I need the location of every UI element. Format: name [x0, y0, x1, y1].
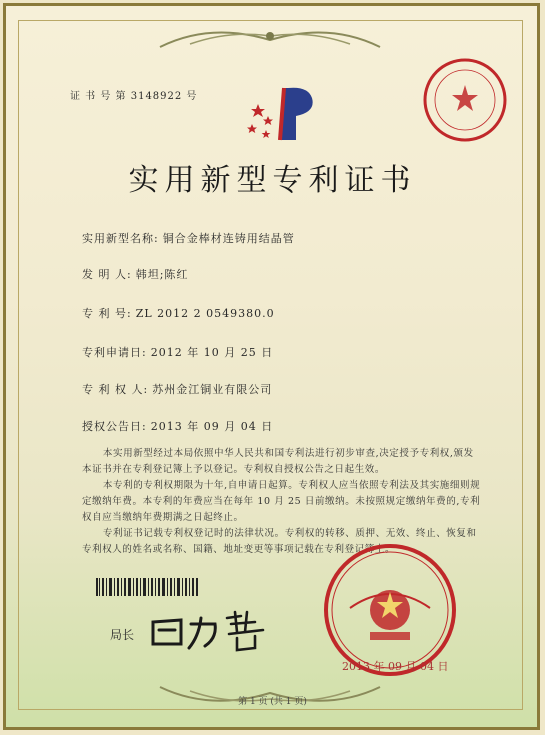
field-utility-name	[82, 230, 295, 246]
field-grant-date	[82, 418, 273, 434]
director-signature-icon	[145, 604, 275, 654]
certificate-title: 实用新型专利证书	[128, 163, 417, 198]
body-paragraph: 本实用新型经过本局依照中华人民共和国专利法进行初步审查,决定授予专利权,颁发本证书并在专利登记簿上予以登记。专利权自授权公告之日起生效。	[82, 448, 474, 475]
director-label: 局长	[110, 628, 135, 642]
field-label: 专利申请日:	[82, 346, 147, 359]
certificate-number: 证 书 号 第 3148922 号	[70, 91, 198, 102]
field-patent-number	[82, 305, 275, 321]
field-label: 专 利 号:	[82, 307, 132, 320]
field-patentee	[82, 381, 272, 397]
field-inventor	[82, 266, 188, 282]
agency-seal-icon	[420, 55, 510, 145]
barcode-icon	[96, 578, 198, 596]
field-value: 苏州金江铜业有限公司	[152, 383, 273, 396]
field-value: 铜合金棒材连铸用结晶管	[162, 232, 295, 245]
body-paragraph: 专利证书记载专利权登记时的法律状况。专利权的转移、质押、无效、终止、恢复和专利权人的姓名或名称、国籍、地址变更等事项记载在专利登记簿上。	[82, 528, 477, 555]
field-application-date	[82, 344, 273, 360]
field-value: 韩坦;陈红	[135, 268, 189, 281]
field-label: 专 利 权 人:	[82, 383, 149, 396]
field-value: 2012 年 10 月 25 日	[150, 346, 274, 359]
seal-date: 2013 年 09 月 04 日	[342, 660, 449, 673]
field-value: 2013 年 09 月 04 日	[150, 420, 274, 433]
body-paragraph: 本专利的专利权期限为十年,自申请日起算。专利权人应当依照专利法及其实施细则规定缴纳年费。本专利的年费应当在每年 10 月 25 日前缴纳。未按照规定缴纳年费的,专利权自应当缴纳年费期满之日起终止。	[82, 480, 481, 523]
patent-office-logo-icon	[240, 82, 320, 146]
field-label: 实用新型名称:	[82, 232, 159, 245]
top-ornament-icon	[150, 22, 390, 52]
page-footer: 第 1 页 (共 1 页)	[238, 697, 307, 707]
field-label: 授权公告日:	[82, 420, 147, 433]
field-value: ZL 2012 2 0549380.0	[135, 307, 275, 320]
field-label: 发 明 人:	[82, 268, 132, 281]
